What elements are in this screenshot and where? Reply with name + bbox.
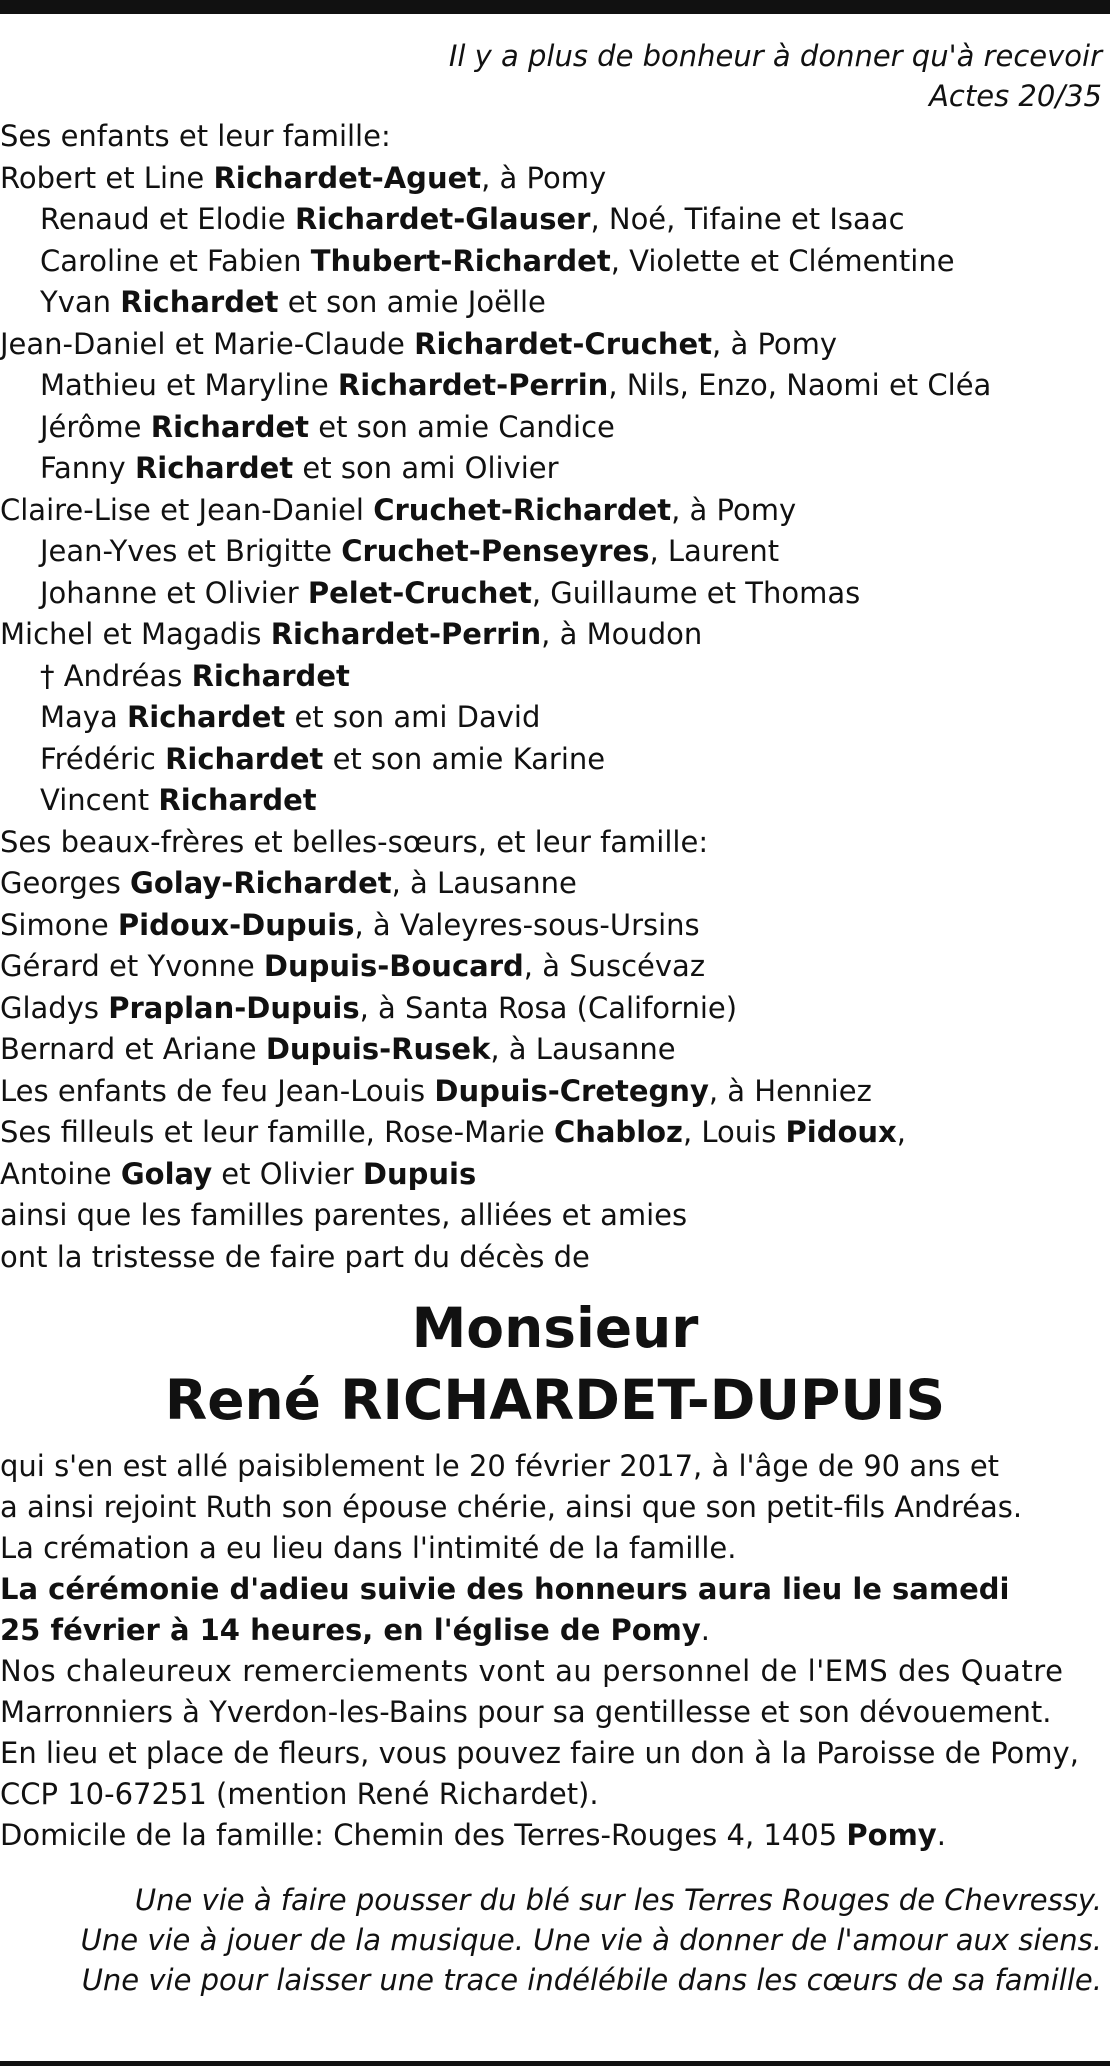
family-line — [0, 1154, 1110, 1196]
family-surname: Richardet-Perrin — [337, 368, 609, 402]
family-text: , à Lausanne — [490, 1032, 676, 1066]
family-text: Michel et Magadis — [0, 617, 271, 651]
family-surname: Cruchet-Richardet — [373, 492, 672, 527]
family-text: , à Pomy — [481, 160, 607, 195]
family-surname: Richardet — [158, 783, 317, 817]
closing-quote — [0, 1880, 1110, 2000]
family-text: Mathieu et Maryline — [40, 368, 338, 402]
family-text: Maya — [40, 700, 127, 734]
family-surname: Dupuis-Cretegny — [434, 1073, 709, 1108]
family-text: Frédéric — [40, 741, 166, 776]
family-text: et son ami Olivier — [293, 451, 559, 485]
family-text: ainsi que les familles parentes, alliées et amies — [0, 1198, 688, 1232]
family-text: Johanne et Olivier — [40, 575, 308, 610]
family-text: † Andréas — [40, 658, 192, 693]
family-line — [0, 324, 1110, 366]
family-text: , à Pomy — [712, 326, 838, 361]
family-text: Gladys — [0, 990, 109, 1025]
family-text: Simone — [0, 907, 118, 942]
top-rule — [0, 0, 1110, 14]
family-text: Vincent — [40, 783, 159, 817]
family-text: Les enfants de feu Jean-Louis — [0, 1073, 435, 1108]
family-text: et son amie Karine — [323, 741, 606, 776]
detail-line: qui s'en est allé paisiblement le 20 février 2017, à l'âge de 90 ans et — [0, 1449, 1000, 1483]
notice-details — [0, 1446, 1110, 1856]
donation-line: CCP 10-67251 (mention René Richardet). — [0, 1777, 599, 1811]
family-surname: Dupuis-Boucard — [263, 949, 524, 983]
family-surname: Thubert-Richardet — [310, 243, 611, 278]
family-text: , à Pomy — [671, 492, 797, 527]
family-text: Jérôme — [40, 409, 151, 444]
family-surname: Richardet — [126, 700, 286, 734]
ceremony-line: La cérémonie d'adieu suivie des honneurs aura lieu le samedi — [0, 1572, 1010, 1606]
family-surname: Richardet — [165, 741, 324, 776]
family-line — [0, 407, 1110, 449]
family-text: Jean-Yves et Brigitte — [40, 534, 342, 568]
family-line — [0, 448, 1110, 490]
family-text: , à Moudon — [541, 617, 703, 651]
family-text: Robert et Line — [0, 160, 214, 195]
family-text: Caroline et Fabien — [40, 243, 311, 278]
family-text: , Violette et Clémentine — [610, 243, 955, 278]
epigraph-reference: Actes 20/35 — [929, 79, 1102, 113]
family-text: , à Henniez — [708, 1073, 872, 1108]
thanks-line: Marronniers à Yverdon-les-Bains pour sa gentillesse et son dévouement. — [0, 1695, 1052, 1729]
family-surname: Chabloz — [553, 1115, 683, 1149]
family-line — [0, 158, 1110, 200]
ceremony-end: . — [700, 1613, 710, 1647]
ceremony-line: 25 février à 14 heures, en l'église de Pomy — [0, 1613, 701, 1647]
family-line — [0, 1112, 1110, 1154]
family-text: , à Valeyres-sous-Ursins — [354, 907, 700, 942]
donation-line: En lieu et place de fleurs, vous pouvez faire un don à la Paroisse de Pomy, — [0, 1736, 1079, 1770]
obituary-notice — [0, 36, 1110, 2000]
family-text: et son ami David — [285, 700, 541, 734]
bottom-rule — [0, 2061, 1110, 2066]
family-surname: Richardet-Perrin — [270, 617, 542, 651]
family-surname: Richardet-Glauser — [294, 202, 591, 236]
family-text: Jean-Daniel et Marie-Claude — [0, 326, 415, 361]
family-text: Gérard et Yvonne — [0, 949, 264, 983]
family-line — [0, 780, 1110, 822]
family-text: , à Santa Rosa (Californie) — [359, 990, 738, 1025]
family-text: Ses filleuls et leur famille, Rose-Marie — [0, 1115, 554, 1149]
family-line — [0, 490, 1110, 532]
family-line — [0, 988, 1110, 1030]
family-line — [0, 1237, 1110, 1279]
deceased-honorific: Monsieur — [411, 1296, 699, 1360]
family-text: Georges — [0, 866, 131, 900]
family-text: et son amie Candice — [309, 409, 615, 444]
family-surname: Pidoux-Dupuis — [117, 907, 355, 942]
family-text: Bernard et Ariane — [0, 1032, 266, 1066]
family-text: , Louis — [682, 1115, 786, 1149]
family-surname: Dupuis — [362, 1156, 477, 1191]
family-line — [0, 822, 1110, 864]
family-line — [0, 905, 1110, 947]
family-text: Antoine — [0, 1156, 121, 1191]
family-surname: Praplan-Dupuis — [108, 990, 360, 1025]
family-text: et Olivier — [212, 1156, 363, 1191]
address-line: Domicile de la famille: Chemin des Terres-Rouges 4, 1405 — [0, 1818, 847, 1852]
family-line — [0, 365, 1110, 407]
family-line — [0, 241, 1110, 283]
family-text: Renaud et Elodie — [40, 202, 295, 236]
family-text: , Nils, Enzo, Naomi et Cléa — [608, 368, 992, 402]
family-surname: Richardet-Aguet — [213, 160, 482, 195]
family-text: ont la tristesse de faire part du décès de — [0, 1239, 590, 1274]
family-surname: Richardet — [120, 285, 279, 319]
family-surname: Cruchet-Penseyres — [341, 534, 650, 568]
children-heading: Ses enfants et leur famille: — [0, 119, 391, 153]
family-line — [0, 199, 1110, 241]
detail-line: a ainsi rejoint Ruth son épouse chérie, ainsi que son petit-fils Andréas. — [0, 1490, 1023, 1524]
address-end: . — [936, 1818, 946, 1852]
family-text: , à Suscévaz — [523, 949, 706, 983]
family-line — [0, 656, 1110, 698]
family-line — [0, 863, 1110, 905]
address-town: Pomy — [846, 1818, 937, 1852]
family-text: , Noé, Tifaine et Isaac — [590, 202, 905, 236]
family-lines — [0, 158, 1110, 1279]
family-surname: Golay — [120, 1156, 213, 1191]
family-line — [0, 1071, 1110, 1113]
family-line — [0, 531, 1110, 573]
family-line — [0, 1195, 1110, 1237]
family-text: Ses beaux-frères et belles-sœurs, et leur famille: — [0, 824, 709, 859]
family-text: , Laurent — [649, 534, 780, 568]
family-surname: Dupuis-Rusek — [265, 1032, 491, 1066]
family-surname: Richardet-Cruchet — [414, 326, 713, 361]
thanks-line: Nos chaleureux remerciements vont au personnel de l'EMS des Quatre — [0, 1654, 1064, 1688]
closing-line: Une vie à jouer de la musique. Une vie à donner de l'amour aux siens. — [80, 1923, 1102, 1957]
deceased-title — [0, 1292, 1110, 1436]
family-line — [0, 282, 1110, 324]
family-text: , — [896, 1115, 906, 1149]
epigraph-quote: Il y a plus de bonheur à donner qu'à recevoir — [448, 39, 1102, 73]
family-surname: Richardet — [134, 451, 294, 485]
deceased-name: René RICHARDET-DUPUIS — [164, 1368, 946, 1432]
family-text: , à Lausanne — [391, 866, 577, 900]
family-line — [0, 573, 1110, 615]
family-line — [0, 697, 1110, 739]
family-line — [0, 739, 1110, 781]
family-line — [0, 614, 1110, 656]
family-surname: Golay-Richardet — [130, 866, 392, 900]
family-list — [0, 116, 1110, 1278]
closing-line: Une vie pour laisser une trace indélébile dans les cœurs de sa famille. — [81, 1963, 1102, 1997]
family-text: Yvan — [40, 285, 121, 319]
family-surname: Pidoux — [785, 1115, 897, 1149]
epigraph — [0, 36, 1110, 116]
family-surname: Pelet-Cruchet — [307, 575, 532, 610]
family-text: Claire-Lise et Jean-Daniel — [0, 492, 374, 527]
family-line — [0, 946, 1110, 988]
closing-line: Une vie à faire pousser du blé sur les Terres Rouges de Chevressy. — [134, 1883, 1102, 1917]
family-text: Fanny — [40, 451, 135, 485]
family-line — [0, 1029, 1110, 1071]
family-surname: Richardet — [191, 658, 350, 693]
family-text: et son amie Joëlle — [278, 285, 546, 319]
family-surname: Richardet — [150, 409, 310, 444]
family-text: , Guillaume et Thomas — [531, 575, 861, 610]
detail-line: La crémation a eu lieu dans l'intimité de la famille. — [0, 1531, 737, 1565]
